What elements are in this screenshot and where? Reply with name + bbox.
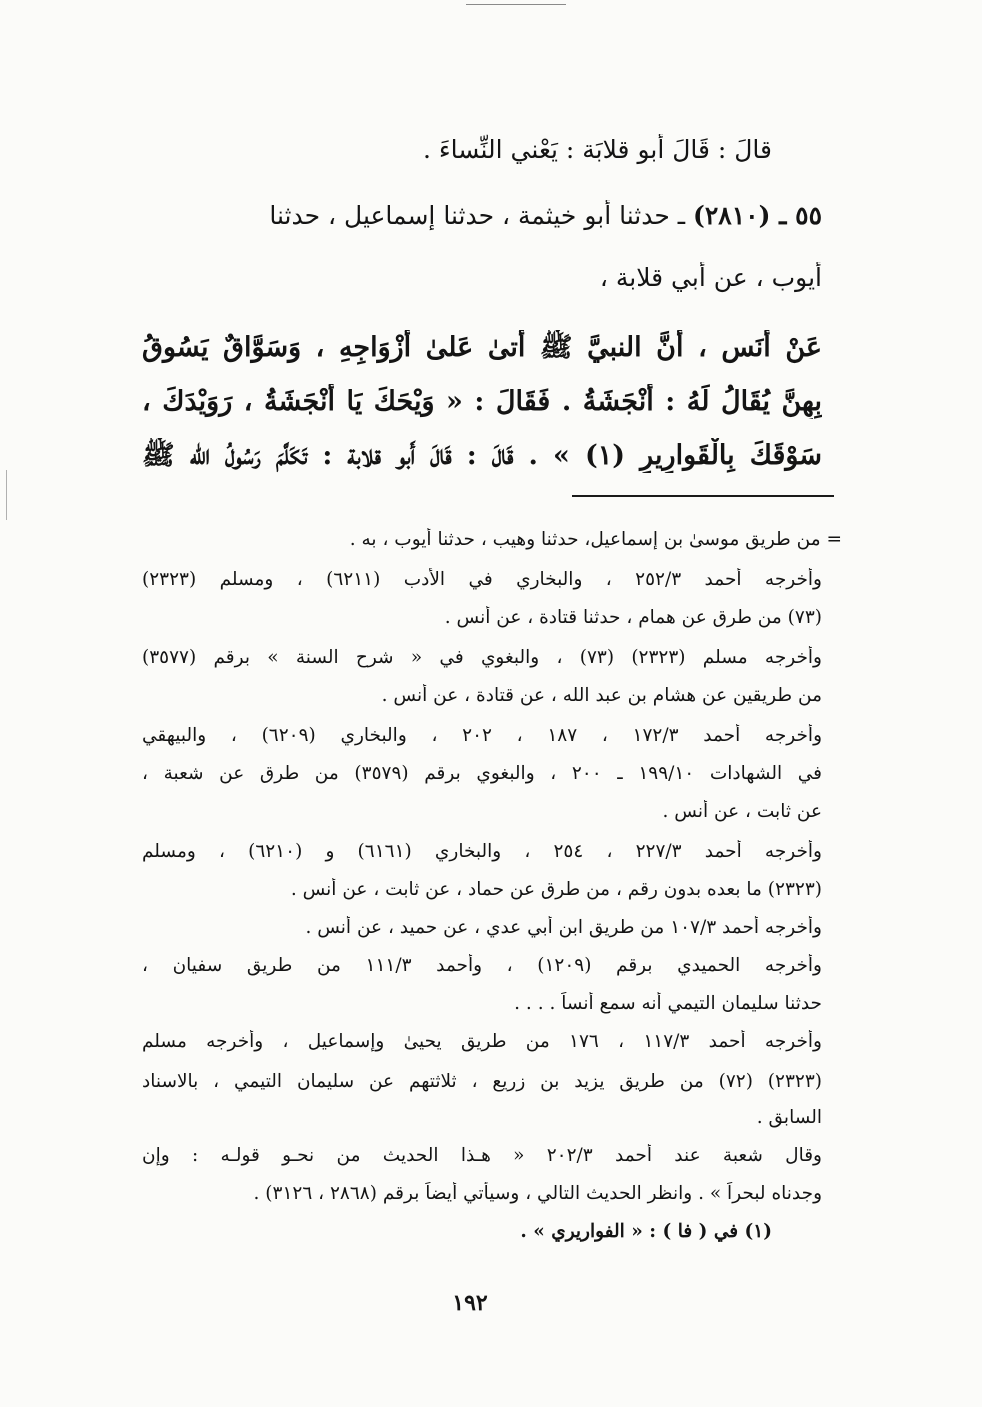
footnote-line: في الشهادات ١٩٩/١٠ ـ ٢٠٠ ، والبغوي برقم (٣٥٧٩) من طرق عن شعبة ، <box>142 763 822 784</box>
footnote-1: (١) في ( فا ) : « الفواريري » . <box>520 1221 772 1242</box>
matn-line-3: سَوْقَكَ بِالْقَوارِيرِ (١) » . قَالَ : قَالَ أَبو قلابة : تَكَلَّمَ رَسُولُ الله ﷺ <box>142 440 822 471</box>
hadith-header <box>142 200 822 233</box>
footnote-line: (٢٣٢٣) ما بعده بدون رقم ، من طرق عن حماد ، عن ثابت ، عن أنس . <box>290 879 822 900</box>
intro-line: قالَ : قَالَ أَبو قلابَة : يَعْني النِّساءَ . <box>422 135 772 164</box>
footnote-line: وقال شعبة عند أحمد ٢٠٢/٣ « هـذا الحديث من نحـو قولـه : وإن <box>142 1145 822 1166</box>
footnote-line: من طريقين عن هشام بن عبد الله ، عن قتادة ، عن أنس . <box>381 685 822 706</box>
footnote-line: (٢٣٢٣) (٧٢) من طريق يزيد بن زريع ، ثلاثتهم عن سليمان التيمي ، بالاسناد <box>142 1071 822 1092</box>
footnote-line: وأخرجه أحمد ١١٧/٣ ، ١٧٦ من طريق يحيىٰ وإسماعيل ، وأخرجه مسلم <box>142 1031 822 1052</box>
footnote-line: (٧٣) من طرق عن همام ، حدثنا قتادة ، عن أنس . <box>444 607 822 628</box>
matn-line-2: بِهِنَّ يُقَالُ لَهُ : أَنْجَشَةُ . فَقَالَ : « وَيْحَكَ يَا أَنْجَشَةُ ، رَوَيْدَكَ ، <box>142 386 822 417</box>
page-number: ١٩٢ <box>452 1290 488 1316</box>
margin-mark <box>6 470 7 520</box>
footnote-line: عن ثابت ، عن أنس . <box>662 801 822 822</box>
footnote-divider <box>572 495 834 497</box>
footnote-line: وأخرجه أحمد ٢٢٧/٣ ، ٢٥٤ ، والبخاري (٦١٦١) و (٦٢١٠) ، ومسلم <box>142 841 822 862</box>
footnote-line: وأخرجه مسلم (٢٣٢٣) (٧٣) ، والبغوي في « شرح السنة » برقم (٣٥٧٧) <box>142 647 822 668</box>
footnote-line: = من طريق موسىٰ بن إسماعيل، حدثنا وهيب ، حدثنا أيوب ، به . <box>349 529 842 550</box>
footnote-line: وأخرجه أحمد ٢٥٢/٣ ، والبخاري في الأدب (٦٢١١) ، ومسلم (٢٣٢٣) <box>142 569 822 590</box>
footnote-line: وجدناه لبحراً » . وانظر الحديث التالي ، وسيأتي أيضاً برقم (٢٨٦٨ ، ٣١٢٦) . <box>253 1183 822 1204</box>
matn-line-1: عَنْ أَنَس ، أَنَّ النبيَّ ﷺ أَتىٰ عَلىٰ أَزْوَاجِهِ ، وَسَوَّاقٌ يَسُوقُ <box>142 332 822 363</box>
isnad-line2: أيوب ، عن أبي قلابة ، <box>599 263 822 292</box>
footnote-line: وأخرجه أحمد ١٠٧/٣ من طريق ابن أبي عدي ، عن حميد ، عن أنس . <box>305 917 822 938</box>
footnote-line: وأخرجه الحميدي برقم (١٢٠٩) ، وأحمد ١١١/٣ من طريق سفيان ، <box>142 955 822 976</box>
footnote-line: وأخرجه أحمد ١٧٢/٣ ، ١٨٧ ، ٢٠٢ ، والبخاري (٦٢٠٩) ، والبيهقي <box>142 725 822 746</box>
footnote-line: السابق . <box>756 1107 822 1128</box>
top-rule <box>466 4 566 5</box>
isnad-part1: ـ حدثنا أبو خيثمة ، حدثنا إسماعيل ، حدثنا <box>269 201 686 230</box>
hadith-number: ٥٥ ـ (٢٨١٠) <box>693 201 822 230</box>
footnote-line: حدثنا سليمان التيمي أنه سمع أنساً . . . . <box>514 993 822 1014</box>
